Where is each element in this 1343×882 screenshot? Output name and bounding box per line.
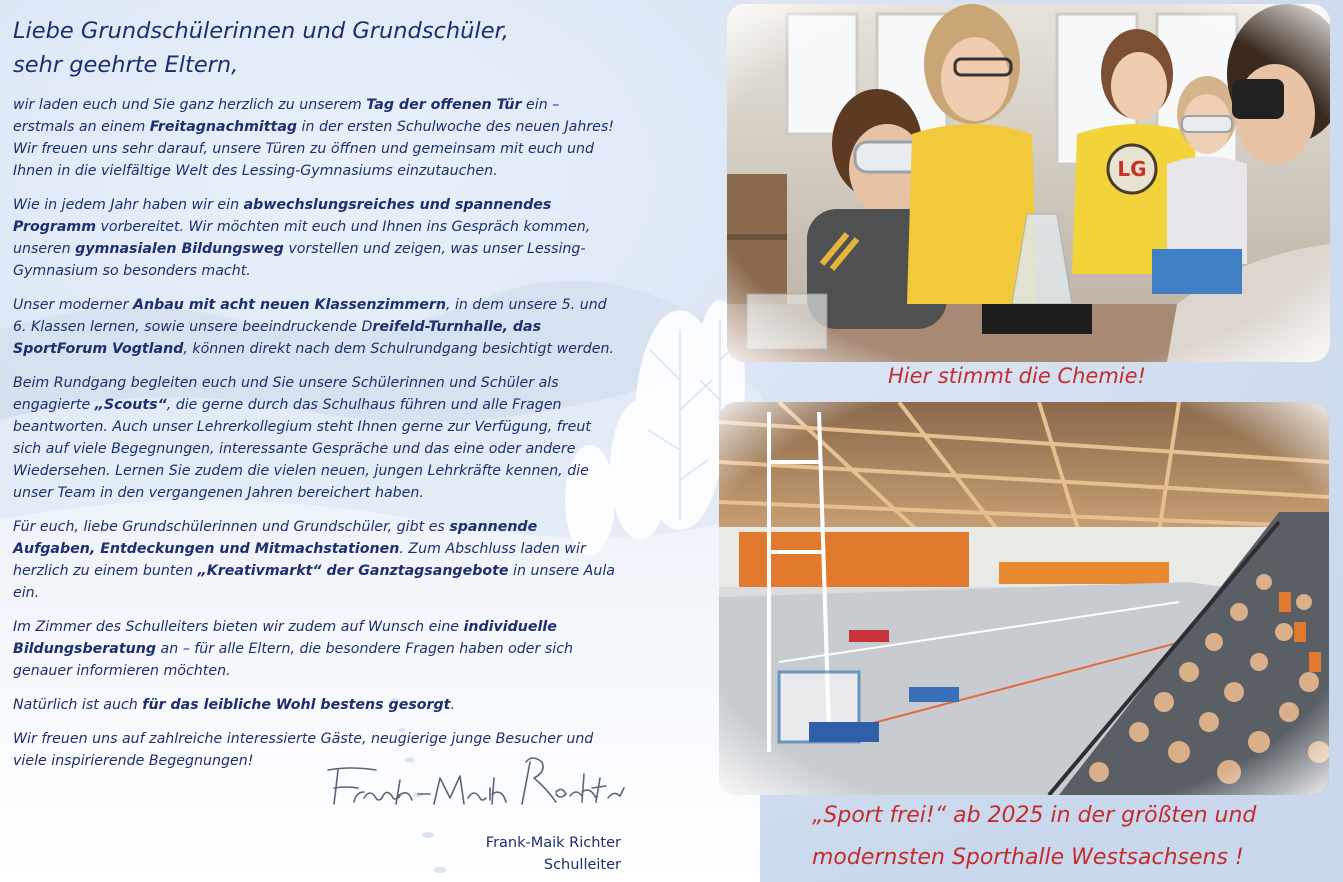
signer-name: Frank-Maik Richter (485, 835, 621, 851)
paragraph-text: Im Zimmer des Schulleiters bieten wir zudem auf Wunsch eine (13, 619, 464, 635)
paragraph-new-building (13, 294, 623, 360)
paragraph-text: . (450, 697, 455, 713)
paragraph-text: wir laden euch und Sie ganz herzlich zu unserem (13, 97, 367, 113)
emphasized-text: „Kreativmarkt“ der Ganztagsangebote (197, 563, 509, 579)
sport-caption-line-2: modernsten Sporthalle Westsachsens ! (812, 845, 1244, 870)
handwritten-signature (320, 748, 630, 818)
paragraph-text: Unser moderner (13, 297, 133, 313)
emphasized-text: reifeld-Turnhalle, das SportForum Vogtland (13, 319, 542, 357)
paragraph-text: Wie in jedem Jahr haben wir ein (13, 197, 244, 213)
emphasized-text: Freitagnachmittag (149, 119, 298, 135)
emphasized-text: abwechslungsreiches und spannendes Programm (13, 197, 552, 235)
sports-hall-photo (719, 402, 1329, 795)
paragraph-text: . Zum Abschluss laden wir herzlich zu einem bunten (13, 541, 586, 579)
paragraph-text: Beim Rundgang begleiten euch und Sie unsere Schülerinnen und Schüler als engagierte (13, 375, 559, 413)
sport-caption-line-1: „Sport frei!“ ab 2025 in der größten und (812, 803, 1257, 828)
emphasized-text: gymnasialen Bildungsweg (75, 241, 284, 257)
sports-hall-scene (719, 402, 1329, 795)
paragraph-consulting (13, 616, 623, 682)
paragraph-text: in unsere Aula ein. (13, 563, 615, 601)
chemistry-lab-photo (727, 4, 1330, 362)
paragraph-scouts (13, 372, 623, 504)
emphasized-text: für das leibliche Wohl bestens gesorgt (142, 697, 451, 713)
paragraph-text: , können direkt nach dem Schulrundgang besichtigt werden. (183, 341, 614, 357)
salutation-line-1: Liebe Grundschülerinnen und Grundschüler, (13, 18, 509, 44)
paragraph-text: Für euch, liebe Grundschülerinnen und Grundschüler, gibt es (13, 519, 450, 535)
chemistry-scene (727, 4, 1330, 362)
emphasized-text: Tag der offenen Tür (366, 97, 522, 113)
invitation-letter (13, 14, 623, 784)
signer-role: Schulleiter (543, 857, 621, 873)
paragraph-program (13, 194, 623, 282)
salutation (13, 14, 623, 82)
paragraph-text: Natürlich ist auch (13, 697, 143, 713)
paragraph-text: ein – erstmals an einem (13, 97, 560, 135)
emphasized-text: individuelle Bildungsberatung (13, 619, 557, 657)
paragraph-text: vorbereitet. Wir möchten mit euch und Ihnen ins Gespräch kommen, unseren (13, 219, 591, 257)
paragraph-activities (13, 516, 623, 604)
paragraph-text: vorstellen und zeigen, was unser Lessing-Gymnasium so besonders macht. (13, 241, 586, 279)
chemistry-caption: Hier stimmt die Chemie! (888, 364, 1146, 388)
paragraph-text: , die gerne durch das Schulhaus führen und alle Fragen beantworten. Auch unser Lehrerkollegium steht Ihnen gerne zur Verfügung, freut sich auf viele Begegnungen, interessante Gespräche und das eine oder andere Wiedersehen. Lernen Sie zudem die vielen neuen, jungen Lehrkräfte kennen, die unser Team in den vergangenen Jahren bereichert haben. (13, 397, 591, 501)
signer-block (486, 832, 621, 876)
emphasized-text: spannende Aufgaben, Entdeckungen und Mitmachstationen (13, 519, 538, 557)
paragraph-text: in der ersten Schulwoche des neuen Jahres! Wir freuen uns sehr darauf, unsere Türen zu öffnen und gemeinsam mit euch und Ihnen in die vielfältige Welt des Lessing-Gymnasiums einzutauchen. (13, 119, 614, 179)
emphasized-text: „Scouts“ (94, 397, 167, 413)
paragraph-catering (13, 694, 623, 716)
salutation-line-2: sehr geehrte Eltern, (13, 52, 239, 78)
paragraph-text: , in dem unsere 5. und 6. Klassen lernen, sowie unsere beeindruckende D (13, 297, 607, 335)
paragraph-text: an – für alle Eltern, die besondere Fragen haben oder sich genauer informieren möchten. (13, 641, 573, 679)
paragraph-invitation (13, 94, 623, 182)
emphasized-text: Anbau mit acht neuen Klassenzimmern (132, 297, 446, 313)
paragraph-text: Wir freuen uns auf zahlreiche interessierte Gäste, neugierige junge Besucher und viele inspirierende Begegnungen! (13, 731, 594, 769)
